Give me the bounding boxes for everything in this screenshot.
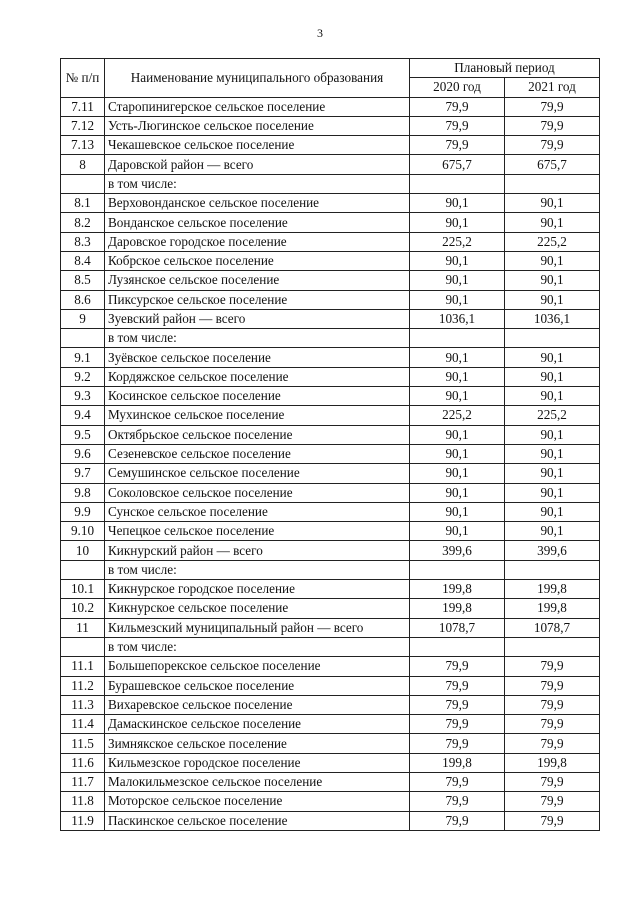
- row-value-2021: 1036,1: [505, 309, 600, 328]
- row-value-2020: 90,1: [410, 213, 505, 232]
- table-row: [61, 753, 600, 772]
- table-row: [61, 599, 600, 618]
- header-year-2020: 2020 год: [410, 78, 505, 97]
- row-value-2020: 79,9: [410, 811, 505, 830]
- row-value-2020: 79,9: [410, 116, 505, 135]
- row-value-2020: 90,1: [410, 194, 505, 213]
- row-value-2021: 79,9: [505, 676, 600, 695]
- row-value-2021: 79,9: [505, 657, 600, 676]
- row-value-2021: 90,1: [505, 251, 600, 270]
- row-value-2021: 79,9: [505, 792, 600, 811]
- row-value-2021: 675,7: [505, 155, 600, 174]
- row-number: [61, 560, 105, 579]
- header-year-2021: 2021 год: [505, 78, 600, 97]
- row-name: Пиксурское сельское поселение: [105, 290, 410, 309]
- row-value-2021: 199,8: [505, 753, 600, 772]
- row-name: Чекашевское сельское поселение: [105, 136, 410, 155]
- row-number: 11.2: [61, 676, 105, 695]
- table-row: [61, 734, 600, 753]
- row-value-2021: 90,1: [505, 444, 600, 463]
- row-value-2020: 90,1: [410, 502, 505, 521]
- row-number: 11.3: [61, 695, 105, 714]
- header-num: № п/п: [61, 59, 105, 98]
- row-value-2021: 90,1: [505, 483, 600, 502]
- row-value-2020: 199,8: [410, 599, 505, 618]
- row-value-2020: 90,1: [410, 425, 505, 444]
- table-row: [61, 116, 600, 135]
- row-number: 9.6: [61, 444, 105, 463]
- row-number: 8.3: [61, 232, 105, 251]
- row-name: Сезеневское сельское поселение: [105, 444, 410, 463]
- row-number: 7.12: [61, 116, 105, 135]
- row-number: 11: [61, 618, 105, 637]
- row-number: 9.9: [61, 502, 105, 521]
- row-value-2021: 90,1: [505, 348, 600, 367]
- row-value-2020: 90,1: [410, 348, 505, 367]
- row-name: Бурашевское сельское поселение: [105, 676, 410, 695]
- page-number: 3: [317, 26, 323, 40]
- row-number: 9.3: [61, 387, 105, 406]
- table-row: [61, 232, 600, 251]
- row-value-2020: [410, 560, 505, 579]
- row-number: [61, 637, 105, 656]
- table-row: [61, 348, 600, 367]
- row-value-2020: 79,9: [410, 792, 505, 811]
- row-number: 9.1: [61, 348, 105, 367]
- row-value-2021: 1078,7: [505, 618, 600, 637]
- row-value-2021: 90,1: [505, 271, 600, 290]
- row-number: [61, 174, 105, 193]
- row-name: Кикнурское городское поселение: [105, 580, 410, 599]
- table-header-row: [61, 59, 600, 78]
- table-row: [61, 580, 600, 599]
- row-value-2021: 199,8: [505, 599, 600, 618]
- row-value-2021: 90,1: [505, 502, 600, 521]
- row-value-2020: 199,8: [410, 580, 505, 599]
- table-row: [61, 792, 600, 811]
- table-row: [61, 387, 600, 406]
- row-number: 11.6: [61, 753, 105, 772]
- row-name: Зимнякское сельское поселение: [105, 734, 410, 753]
- table-row: [61, 271, 600, 290]
- row-number: 11.7: [61, 772, 105, 791]
- row-name: Зуевский район — всего: [105, 309, 410, 328]
- table-row: [61, 715, 600, 734]
- row-value-2021: [505, 637, 600, 656]
- row-value-2020: 90,1: [410, 444, 505, 463]
- header-period: Плановый период: [410, 59, 600, 78]
- table-row: [61, 174, 600, 193]
- row-value-2021: 79,9: [505, 734, 600, 753]
- row-number: 9.4: [61, 406, 105, 425]
- table-row: [61, 464, 600, 483]
- table-row: [61, 213, 600, 232]
- row-value-2020: 225,2: [410, 232, 505, 251]
- table-row: [61, 522, 600, 541]
- row-number: 8.6: [61, 290, 105, 309]
- row-name: Кильмезский муниципальный район — всего: [105, 618, 410, 637]
- row-name: Вихаревское сельское поселение: [105, 695, 410, 714]
- row-value-2021: 90,1: [505, 290, 600, 309]
- row-value-2021: 79,9: [505, 116, 600, 135]
- row-value-2020: 79,9: [410, 695, 505, 714]
- row-value-2020: [410, 329, 505, 348]
- table-row: [61, 155, 600, 174]
- row-name: Паскинское сельское поселение: [105, 811, 410, 830]
- row-number: 9.8: [61, 483, 105, 502]
- row-number: 7.11: [61, 97, 105, 116]
- row-value-2021: 79,9: [505, 136, 600, 155]
- row-value-2020: 1078,7: [410, 618, 505, 637]
- row-name: Даровской район — всего: [105, 155, 410, 174]
- row-value-2021: 79,9: [505, 715, 600, 734]
- table-row: [61, 657, 600, 676]
- table-row: [61, 541, 600, 560]
- table-row: [61, 194, 600, 213]
- row-number: 8.4: [61, 251, 105, 270]
- row-name: Мухинское сельское поселение: [105, 406, 410, 425]
- row-value-2021: 90,1: [505, 464, 600, 483]
- row-value-2020: 79,9: [410, 676, 505, 695]
- row-value-2020: [410, 637, 505, 656]
- row-value-2020: 90,1: [410, 387, 505, 406]
- row-value-2020: 79,9: [410, 772, 505, 791]
- row-value-2021: 225,2: [505, 232, 600, 251]
- row-number: 9.5: [61, 425, 105, 444]
- row-number: 9: [61, 309, 105, 328]
- row-name: Соколовское сельское поселение: [105, 483, 410, 502]
- row-number: [61, 329, 105, 348]
- row-number: 11.8: [61, 792, 105, 811]
- row-number: 9.10: [61, 522, 105, 541]
- row-value-2021: 90,1: [505, 425, 600, 444]
- row-name: Сунское сельское поселение: [105, 502, 410, 521]
- row-name: Лузянское сельское поселение: [105, 271, 410, 290]
- row-name: Дамаскинское сельское поселение: [105, 715, 410, 734]
- table-row: [61, 560, 600, 579]
- row-name: Вонданское сельское поселение: [105, 213, 410, 232]
- row-number: 11.1: [61, 657, 105, 676]
- row-name: Старопинигерское сельское поселение: [105, 97, 410, 116]
- row-number: 8.2: [61, 213, 105, 232]
- table-row: [61, 329, 600, 348]
- row-value-2020: [410, 174, 505, 193]
- row-number: 9.2: [61, 367, 105, 386]
- table-row: [61, 637, 600, 656]
- table-body: [61, 97, 600, 830]
- row-value-2020: 79,9: [410, 715, 505, 734]
- table-row: [61, 444, 600, 463]
- table-row: [61, 309, 600, 328]
- row-name: Верховонданское сельское поселение: [105, 194, 410, 213]
- row-name: в том числе:: [105, 329, 410, 348]
- table-row: [61, 406, 600, 425]
- row-value-2021: 90,1: [505, 194, 600, 213]
- table-row: [61, 502, 600, 521]
- row-name: Кильмезское городское поселение: [105, 753, 410, 772]
- row-value-2020: 90,1: [410, 271, 505, 290]
- row-value-2021: 79,9: [505, 811, 600, 830]
- row-value-2020: 90,1: [410, 290, 505, 309]
- row-value-2020: 79,9: [410, 657, 505, 676]
- row-value-2021: [505, 174, 600, 193]
- table-row: [61, 290, 600, 309]
- row-value-2020: 90,1: [410, 251, 505, 270]
- table-row: [61, 676, 600, 695]
- allocation-table: [60, 58, 600, 831]
- row-number: 8.1: [61, 194, 105, 213]
- row-name: в том числе:: [105, 637, 410, 656]
- row-number: 8.5: [61, 271, 105, 290]
- row-name: Кикнурское сельское поселение: [105, 599, 410, 618]
- row-value-2020: 675,7: [410, 155, 505, 174]
- row-value-2021: 79,9: [505, 97, 600, 116]
- table-row: [61, 772, 600, 791]
- row-value-2021: 79,9: [505, 772, 600, 791]
- row-name: Косинское сельское поселение: [105, 387, 410, 406]
- row-value-2020: 90,1: [410, 483, 505, 502]
- table-row: [61, 618, 600, 637]
- table-row: [61, 811, 600, 830]
- row-name: Октябрьское сельское поселение: [105, 425, 410, 444]
- row-name: Моторское сельское поселение: [105, 792, 410, 811]
- table-row: [61, 483, 600, 502]
- row-value-2021: 90,1: [505, 213, 600, 232]
- row-name: Семушинское сельское поселение: [105, 464, 410, 483]
- table-row: [61, 136, 600, 155]
- row-value-2021: 399,6: [505, 541, 600, 560]
- row-number: 9.7: [61, 464, 105, 483]
- row-value-2020: 399,6: [410, 541, 505, 560]
- row-value-2021: 90,1: [505, 367, 600, 386]
- row-value-2021: [505, 560, 600, 579]
- row-value-2021: 90,1: [505, 522, 600, 541]
- row-name: Усть-Люгинское сельское поселение: [105, 116, 410, 135]
- row-number: 11.5: [61, 734, 105, 753]
- row-number: 10.1: [61, 580, 105, 599]
- row-name: Кобрское сельское поселение: [105, 251, 410, 270]
- header-name: Наименование муниципального образования: [105, 59, 410, 98]
- row-number: 11.4: [61, 715, 105, 734]
- row-value-2021: 90,1: [505, 387, 600, 406]
- row-value-2020: 90,1: [410, 522, 505, 541]
- row-value-2020: 90,1: [410, 464, 505, 483]
- row-number: 11.9: [61, 811, 105, 830]
- row-name: Большепорекское сельское поселение: [105, 657, 410, 676]
- row-name: Чепецкое сельское поселение: [105, 522, 410, 541]
- row-value-2020: 1036,1: [410, 309, 505, 328]
- row-name: Даровское городское поселение: [105, 232, 410, 251]
- row-value-2021: 79,9: [505, 695, 600, 714]
- row-name: Кикнурский район — всего: [105, 541, 410, 560]
- table-row: [61, 251, 600, 270]
- row-value-2020: 79,9: [410, 136, 505, 155]
- row-value-2020: 225,2: [410, 406, 505, 425]
- row-value-2021: 225,2: [505, 406, 600, 425]
- row-name: Кордяжское сельское поселение: [105, 367, 410, 386]
- row-value-2021: [505, 329, 600, 348]
- table-row: [61, 425, 600, 444]
- row-number: 10.2: [61, 599, 105, 618]
- table-row: [61, 695, 600, 714]
- table-row: [61, 97, 600, 116]
- row-value-2020: 199,8: [410, 753, 505, 772]
- row-name: в том числе:: [105, 560, 410, 579]
- row-name: Зуёвское сельское поселение: [105, 348, 410, 367]
- row-name: в том числе:: [105, 174, 410, 193]
- table-row: [61, 367, 600, 386]
- row-number: 8: [61, 155, 105, 174]
- row-value-2020: 79,9: [410, 97, 505, 116]
- row-value-2021: 199,8: [505, 580, 600, 599]
- row-name: Малокильмезское сельское поселение: [105, 772, 410, 791]
- row-number: 7.13: [61, 136, 105, 155]
- row-value-2020: 90,1: [410, 367, 505, 386]
- row-number: 10: [61, 541, 105, 560]
- row-value-2020: 79,9: [410, 734, 505, 753]
